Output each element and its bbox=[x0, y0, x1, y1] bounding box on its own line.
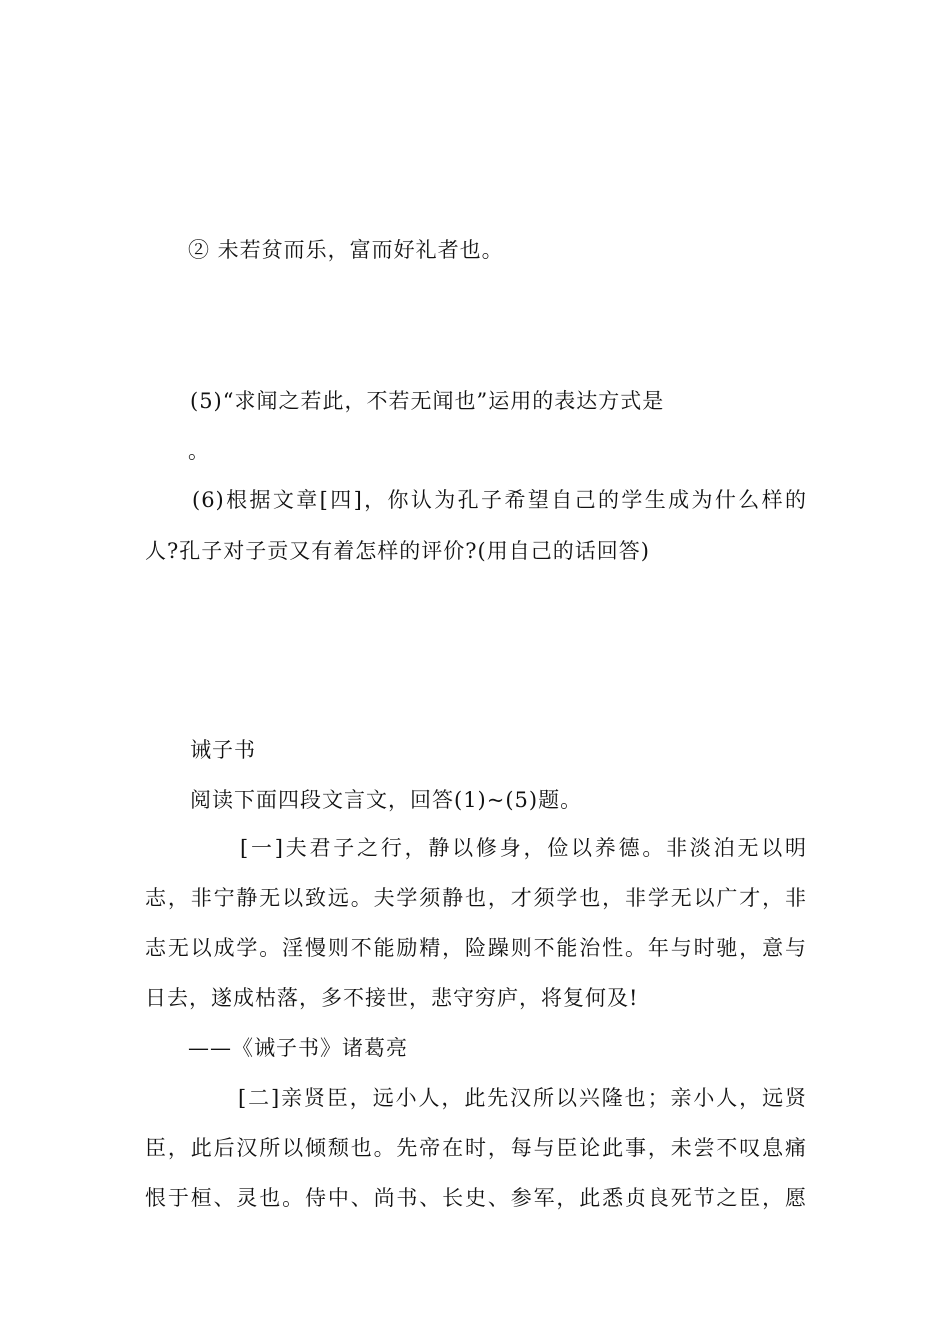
passage-1-line: 志，非宁静无以致远。夫学须静也，才须学也，非学无以广才，非 bbox=[145, 886, 807, 910]
answer-item-2: ② 未若贫而乐，富而好礼者也。 bbox=[188, 238, 504, 262]
passage-1-line: 日去，遂成枯落，多不接世，悲守穷庐，将复何及! bbox=[145, 986, 639, 1010]
passage-1-line: 志无以成学。淫慢则不能励精，险躁则不能治性。年与时驰，意与 bbox=[145, 936, 807, 960]
section-title: 诫子书 bbox=[190, 738, 256, 762]
question-6-line-1: (6)根据文章[四]，你认为孔子希望自己的学生成为什么样的 bbox=[192, 488, 807, 512]
question-6-line-2: 人?孔子对子贡又有着怎样的评价?(用自己的话回答) bbox=[145, 539, 650, 563]
passage-2-line: 恨于桓、灵也。侍中、尚书、长史、参军，此悉贞良死节之臣，愿 bbox=[145, 1186, 807, 1210]
instruction: 阅读下面四段文言文，回答(1)~(5)题。 bbox=[190, 788, 583, 812]
passage-1-attribution: ——《诫子书》诸葛亮 bbox=[188, 1036, 408, 1060]
passage-2-line: [二]亲贤臣，远小人，此先汉所以兴隆也；亲小人，远贤 bbox=[238, 1086, 807, 1110]
question-5-line-2: 。 bbox=[188, 439, 210, 463]
question-5-line-1: (5)“求闻之若此，不若无闻也”运用的表达方式是 bbox=[190, 389, 665, 413]
passage-1-line: [一]夫君子之行，静以修身，俭以养德。非淡泊无以明 bbox=[240, 836, 807, 860]
passage-2-line: 臣，此后汉所以倾颓也。先帝在时，每与臣论此事，未尝不叹息痛 bbox=[145, 1136, 807, 1160]
